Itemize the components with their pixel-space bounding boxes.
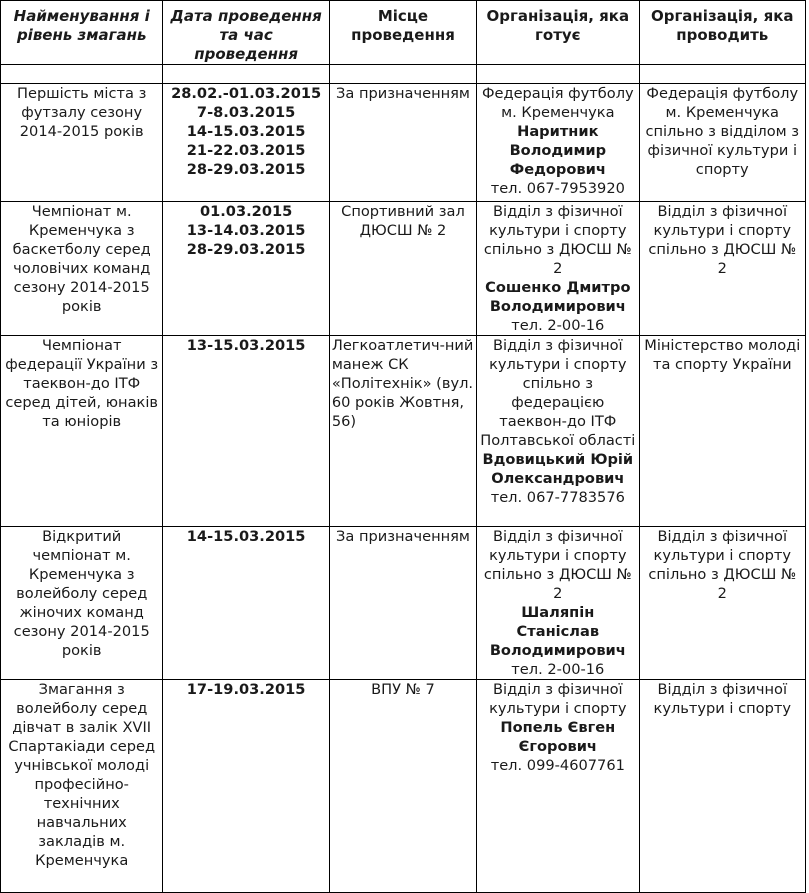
table-row: [1, 84, 806, 202]
table-row: [1, 336, 806, 527]
place-cell: ВПУ № 7: [329, 680, 476, 893]
header-conductor: Організація, яка проводить: [639, 1, 805, 65]
competition-cell: Першість міста з футзалу сезону 2014-2015 років: [1, 84, 163, 202]
competition-cell: Чемпіонат федерації України з таеквон-до ІТФ серед дітей, юнаків та юніорів: [1, 336, 163, 527]
header-place: Місце проведення: [329, 1, 476, 65]
place-cell: За призначенням: [329, 527, 476, 680]
date-item: 28.02.-01.03.2015: [171, 85, 322, 102]
organizer-person: Вдовицький Юрій Олександрович: [482, 451, 634, 487]
date-item: 28-29.03.2015: [186, 241, 306, 258]
date-item: 7-8.03.2015: [196, 104, 296, 121]
organizer-org: Відділ з фізичної культури і спорту спільно з федерацією таеквон-до ІТФ Полтавської області: [480, 337, 636, 449]
place-cell: Легкоатлетич-ний манеж СК «Політехнік» (вул. 60 років Жовтня, 56): [329, 336, 476, 527]
conductor-cell: Відділ з фізичної культури і спорту спільно з ДЮСШ № 2: [639, 202, 805, 336]
conductor-cell: Федерація футболу м. Кременчука спільно з відділом з фізичної культури і спорту: [639, 84, 805, 202]
organizer-person: Шаляпін Станіслав Володимирович: [489, 604, 626, 659]
date-item: 13-14.03.2015: [186, 222, 306, 239]
organizer-phone: тел. 2-00-16: [511, 661, 605, 678]
date-item: 13-15.03.2015: [186, 337, 306, 354]
table-row: [1, 680, 806, 893]
date-item: 01.03.2015: [199, 203, 293, 220]
dates-cell: [163, 336, 329, 527]
conductor-cell: Відділ з фізичної культури і спорту спільно з ДЮСШ № 2: [639, 527, 805, 680]
table-row: [1, 527, 806, 680]
dates-cell: [163, 202, 329, 336]
date-item: 14-15.03.2015: [186, 528, 306, 545]
header-row: [1, 1, 806, 65]
date-item: 14-15.03.2015: [186, 123, 306, 140]
date-item: 17-19.03.2015: [186, 681, 306, 698]
organizer-phone: тел. 2-00-16: [511, 317, 605, 334]
organizer-person: Попель Євген Єгорович: [500, 719, 616, 755]
header-dates: Дата проведення та час проведення: [163, 1, 329, 65]
competition-cell: Змагання з волейболу серед дівчат в залік XVII Спартакіади серед учнівської молоді професійно-технічних навчальних закладів м. Кременчука: [1, 680, 163, 893]
header-organizer: Організація, яка готує: [477, 1, 639, 65]
organizer-cell: [477, 336, 639, 527]
organizer-org: Відділ з фізичної культури і спорту: [489, 681, 627, 717]
organizer-org: Відділ з фізичної культури і спорту спільно з ДЮСШ № 2: [483, 528, 632, 602]
competition-cell: Відкритий чемпіонат м. Кременчука з волейболу серед жіночих команд сезону 2014-2015 років: [1, 527, 163, 680]
organizer-org: Федерація футболу м. Кременчука: [481, 85, 634, 121]
dates-cell: [163, 527, 329, 680]
organizer-person: Сошенко Дмитро Володимирович: [485, 279, 631, 315]
conductor-cell: Міністерство молоді та спорту України: [639, 336, 805, 527]
organizer-cell: [477, 202, 639, 336]
organizer-phone: тел. 067-7783576: [490, 489, 625, 506]
organizer-phone: тел. 099-4607761: [490, 757, 625, 774]
organizer-cell: [477, 527, 639, 680]
place-cell: За призначенням: [329, 84, 476, 202]
date-item: 28-29.03.2015: [186, 161, 306, 178]
date-item: 21-22.03.2015: [186, 142, 306, 159]
organizer-person: Наритник Володимир Федорович: [509, 123, 607, 178]
table-row: [1, 202, 806, 336]
place-cell: Спортивний зал ДЮСШ № 2: [329, 202, 476, 336]
organizer-cell: [477, 680, 639, 893]
conductor-cell: Відділ з фізичної культури і спорту: [639, 680, 805, 893]
header-competition: Найменування і рівень змагань: [1, 1, 163, 65]
organizer-phone: тел. 067-7953920: [490, 180, 625, 197]
dates-cell: [163, 680, 329, 893]
competition-cell: Чемпіонат м. Кременчука з баскетболу серед чоловічих команд сезону 2014-2015 років: [1, 202, 163, 336]
organizer-cell: [477, 84, 639, 202]
dates-cell: [163, 84, 329, 202]
organizer-org: Відділ з фізичної культури і спорту спільно з ДЮСШ № 2: [483, 203, 632, 277]
spacer-row: [1, 65, 806, 84]
